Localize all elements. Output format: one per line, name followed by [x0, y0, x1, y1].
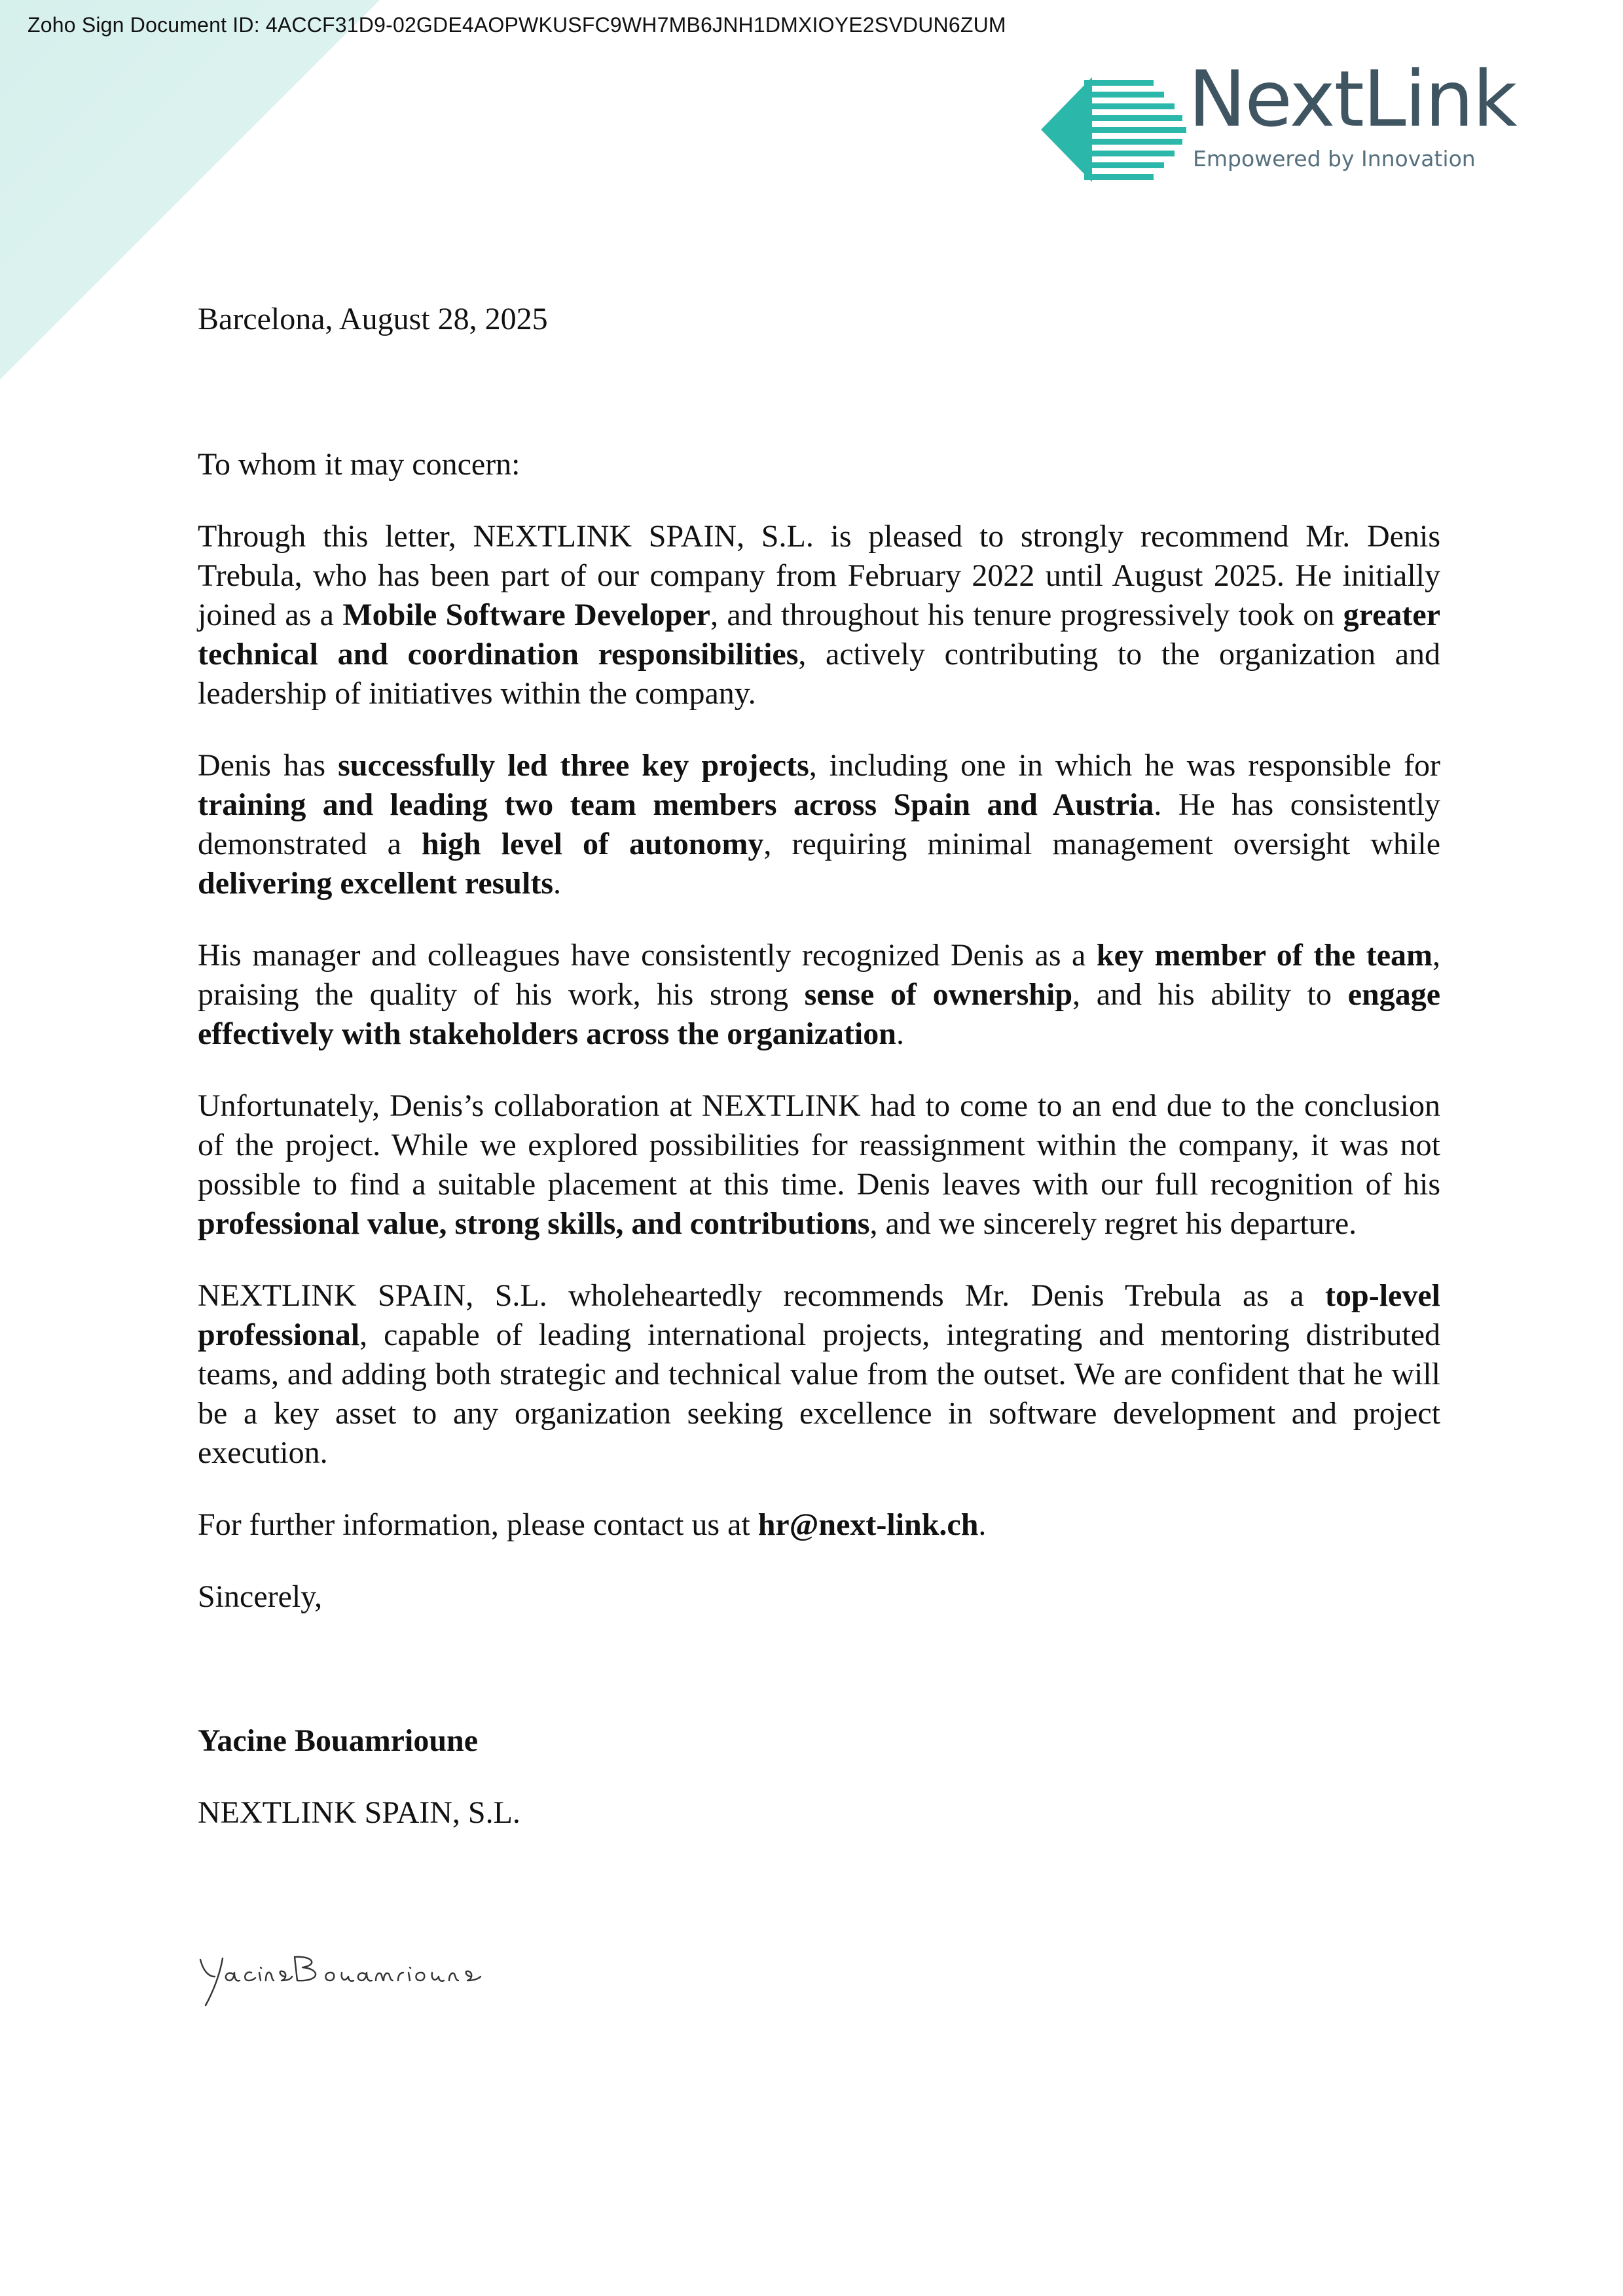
body-paragraph: [198, 1505, 1440, 1545]
logo-name-part1: Next: [1188, 54, 1363, 144]
text-run: NEXTLINK SPAIN, S.L. wholeheartedly recommends Mr. Denis Trebula as a: [198, 1278, 1326, 1313]
text-run: His manager and colleagues have consistently recognized Denis as a: [198, 938, 1097, 973]
text-run: , actively contributing to the organization and leadership of initiatives within the company.: [198, 637, 1440, 711]
signatory-company: NEXTLINK SPAIN, S.L.: [198, 1795, 520, 1830]
text-run: . He has consistently demonstrated a: [198, 787, 1441, 861]
body-paragraph: [198, 1086, 1440, 1244]
body-paragraph: [198, 936, 1440, 1054]
closing: Sincerely,: [198, 1579, 323, 1614]
text-run: .: [553, 866, 561, 901]
text-run: Through this letter, NEXTLINK SPAIN, S.L. is pleased to strongly recommend Mr. Denis Trebula, who has been part of our company from February 2022 until August 2025. He initially joined as a: [198, 519, 1440, 632]
bold-text: key member of the team: [1096, 938, 1433, 973]
bold-text: Mobile Software Developer: [342, 598, 710, 632]
text-run: Denis has: [198, 748, 338, 783]
text-run: .: [978, 1507, 987, 1542]
logo-wordmark: [1188, 54, 1516, 144]
text-run: , and we sincerely regret his departure.: [869, 1206, 1357, 1241]
bold-text: engage effectively with stakeholders across the organization: [198, 977, 1440, 1051]
bold-text: professional value, strong skills, and contributions: [198, 1206, 870, 1241]
salutation: To whom it may concern:: [198, 447, 520, 482]
handwritten-signature: [196, 1950, 484, 2009]
bold-text: top-level professional: [198, 1278, 1440, 1352]
text-run: , and throughout his tenure progressively took on: [710, 598, 1343, 632]
body-paragraph: [198, 746, 1440, 903]
letter-text: [198, 445, 1440, 1865]
text-run: , requiring minimal management oversight while: [763, 827, 1440, 861]
text-run: For further information, please contact us at: [198, 1507, 758, 1542]
text-run: , and his ability to: [1072, 977, 1348, 1012]
body-paragraph: [198, 517, 1440, 713]
logo-name-part2: Link: [1362, 54, 1516, 144]
text-run: , praising the quality of his work, his strong: [198, 938, 1441, 1012]
bold-text: greater technical and coordination responsibilities: [198, 598, 1441, 672]
document-id-stamp: Zoho Sign Document ID: 4ACCF31D9-02GDE4AOPWKUSFC9WH7MB6JNH1DMXIOYE2SVDUN6ZUM: [27, 13, 1006, 37]
letter-paragraphs: [198, 517, 1440, 1545]
letter-date: Barcelona, August 28, 2025: [198, 302, 548, 336]
bold-text: high level of autonomy: [421, 827, 764, 861]
logo-mark-icon: [1041, 71, 1192, 188]
bold-text: hr@next-link.ch: [757, 1507, 979, 1542]
text-run: .: [896, 1016, 904, 1051]
bold-text: successfully led three key projects: [338, 748, 809, 783]
logo-tagline: Empowered by Innovation: [1193, 146, 1476, 171]
body-paragraph: [198, 1276, 1440, 1473]
company-logo: [1041, 54, 1525, 188]
signatory-name: Yacine Bouamrioune: [198, 1723, 479, 1758]
bold-text: sense of ownership: [804, 977, 1073, 1012]
text-run: , capable of leading international projects, integrating and mentoring distributed teams, and adding both strategic and technical value from the outset. We are confident that he will be a key asset to any organization seeking excellence in software development and project execution.: [198, 1318, 1440, 1470]
bold-text: delivering excellent results: [198, 866, 553, 901]
text-run: Unfortunately, Denis’s collaboration at NEXTLINK had to come to an end due to the conclusion of the project. While we explored possibilities for reassignment within the company, it was not possible to find a suitable placement at this time. Denis leaves with our full recognition of his: [198, 1088, 1440, 1202]
bold-text: training and leading two team members across Spain and Austria: [198, 787, 1154, 822]
text-run: , including one in which he was responsible for: [809, 748, 1440, 783]
